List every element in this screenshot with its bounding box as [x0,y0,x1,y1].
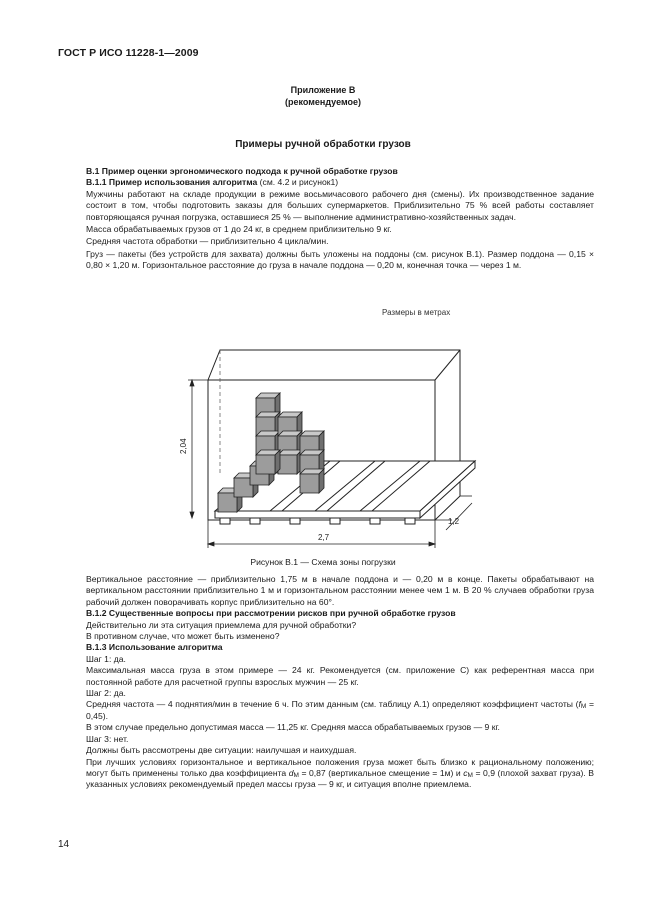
figure-loading-zone [179,308,490,558]
heading-b13: В.1.3 Использование алгоритма [86,642,223,653]
heading-b11-ref: (см. 4.2 и рисунок1) [257,177,339,188]
main-title: Примеры ручной обработки грузов [235,139,411,150]
paragraph-7-text: Средняя частота — 4 поднятия/мин в течение 6 ч. По этим данным (см. таблицу А.1) определяют коэффициент частоты ( [86,699,579,710]
annex-title-block [0,84,646,108]
package-cube [300,469,324,493]
frequency-symbol: f [578,699,581,710]
paragraph-3: Средняя частота обработки — приблизительно 4 цикла/мин. [86,236,329,247]
frequency-subscript: M [580,703,587,711]
heading-b1: В.1 Пример оценки эргономического подхода к ручной обработке грузов [86,166,398,176]
package-cube [256,450,280,474]
paragraph-7-end: = 0,45). [86,699,594,721]
annex-title: Приложение В [290,85,356,95]
section-b1-continued [86,574,594,791]
section-b1 [86,166,594,272]
paragraph-9: Должны быть рассмотрены две ситуации: наилучшая и наихудшая. [86,745,357,756]
step-2: Шаг 2: да. [86,688,126,699]
height-dimension-label: 2,04 [179,438,188,454]
question-2: В противном случае, что может быть изменено? [86,631,280,642]
paragraph-10-text: При лучших условиях горизонтальное и вертикальное положения груза может быть близко к рациональному положению; могут быть применены только два коэффициента [86,756,594,778]
paragraph-7 [86,699,594,722]
heading-b11: В.1.1 Пример использования алгоритма [86,177,258,188]
step-1: Шаг 1: да. [86,653,126,664]
grip-coef-subscript: M [467,771,473,779]
step-3: Шаг 3: нет. [86,733,129,744]
heading-b12: В.1.2 Существенные вопросы при рассмотрении рисков при ручной обработке грузов [86,608,456,619]
heading-b11-line [86,177,594,188]
paragraph-5: Вертикальное расстояние — приблизительно 1,75 м в начале поддона и — 0,20 м в конце. Пакеты обрабатывают на вертикальном расстоянии приблизительно 1 м и горизонтальном расстоянии менее чем 1 м. В 20 % случаев обработки груза рабочий должен поворачивать корпус приблизительно на 60°. [86,574,594,607]
annex-type: (рекомендуемое) [285,97,361,107]
paragraph-10-end: = 0,9 (плохой захват груза). В указанных условиях рекомендуемый предел массы груза — 9 кг, и ситуация вполне приемлема. [86,767,594,790]
paragraph-6: Максимальная масса груза в этом примере — 24 кг. Рекомендуется (см. приложение С) как референтная масса при постоянной работе для расчетной группы взрослых мужчин — 25 кг. [86,665,594,687]
package-cube [278,450,302,474]
vertical-coef-subscript: M [293,771,299,779]
paragraph-2: Масса обрабатываемых грузов от 1 до 24 кг, в среднем приблизительно 9 кг. [86,224,392,235]
depth-dimension-label: 1,2 [448,517,460,526]
height-dimension [188,380,208,518]
page-number: 14 [58,839,70,850]
standard-header: ГОСТ Р ИСО 11228-1—2009 [58,47,199,59]
units-label: Размеры в метрах [382,308,451,317]
width-dimension-label: 2,7 [318,533,330,542]
grip-coef-symbol: c [463,767,468,778]
figure-caption: Рисунок В.1 — Схема зоны погрузки [250,557,396,567]
paragraph-10-mid: = 0,87 (вертикальное смещение = 1м) и [298,767,464,778]
question-1: Действительно ли эта ситуация приемлема для ручной обработки? [86,619,357,630]
paragraph-8: В этом случае предельно допустимая масса — 11,25 кг. Средняя масса обрабатываемых грузов — 9 кг. [86,722,500,733]
loading-zone-diagram [179,308,490,558]
paragraph-10 [86,757,594,791]
vertical-coef-symbol: d [288,767,294,778]
paragraph-4: Груз — пакеты (без устройств для захвата) должны быть уложены на поддоны (см. рисунок В.1). Размер поддона — 0,15 × 0,80 × 1,20 м. Горизонтальное расстояние до груза в начале поддона — 0,20 м, конечная точка — через 1 м. [86,248,594,271]
paragraph-1: Мужчины работают на складе продукции в режиме восьмичасового рабочего дня (смены). Их производственное задание состоит в том, чтобы подготовить заказы для больших супермаркетов. Приблизительно 75 % всей работы составляет повторяющаяся ручная погрузка, оставшиеся 25 % — выполнение административно-хозяйственных задач. [86,188,594,222]
